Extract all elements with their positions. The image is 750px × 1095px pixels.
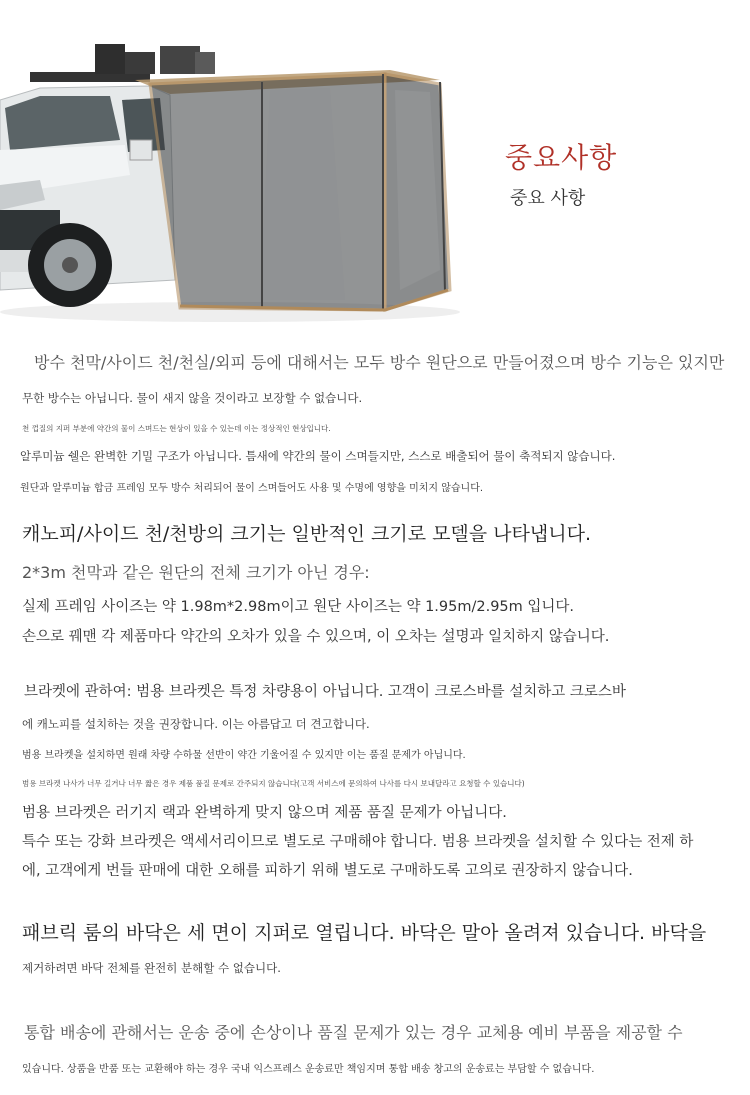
floor-line-2: 제거하려면 바닥 전체를 완전히 분해할 수 없습니다. (22, 961, 281, 975)
waterproof-line-2: 무한 방수는 아닙니다. 물이 새지 않을 것이라고 보장할 수 없습니다. (22, 391, 363, 405)
product-photo (0, 0, 470, 330)
bracket-line-1: 브라켓에 관하여: 범용 브라켓은 특정 차량용이 아닙니다. 고객이 크로스바를 설치하고 크로스바 (24, 684, 626, 700)
waterproof-line-3: 천 껍질의 지퍼 부분에 약간의 물이 스며드는 현상이 있을 수 있는데 이는 정상적인 현상입니다. (22, 424, 331, 433)
bracket-line-6: 특수 또는 강화 브라켓은 액세서리이므로 별도로 구매해야 합니다. 범용 브라켓을 설치할 수 있다는 전제 하 (22, 834, 694, 850)
size-heading: 캐노피/사이드 천/천방의 크기는 일반적인 크기로 모델을 나타냅니다. (22, 523, 591, 545)
floor-heading: 패브릭 룸의 바닥은 세 면이 지퍼로 열립니다. 바닥은 말아 올려져 있습니다. 바닥을 (22, 922, 707, 944)
header-subtitle: 중요 사항 (510, 188, 586, 209)
size-line-4: 손으로 꿰맨 각 제품마다 약간의 오차가 있을 수 있으며, 이 오차는 설명과 일치하지 않습니다. (22, 629, 610, 645)
bracket-line-7: 에, 고객에게 번들 판매에 대한 오해를 피하기 위해 별도로 구매하도록 고의로 권장하지 않습니다. (22, 863, 633, 879)
waterproof-line-4: 알루미늄 쉘은 완벽한 기밀 구조가 아닙니다. 틈새에 약간의 물이 스며들지만, 스스로 배출되어 물이 축적되지 않습니다. (20, 449, 616, 463)
size-line-3: 실제 프레임 사이즈는 약 1.98m*2.98m이고 원단 사이즈는 약 1.95m/2.95m 입니다. (22, 599, 575, 615)
bracket-line-3: 범용 브라켓을 설치하면 원래 차량 수하물 선반이 약간 기울어질 수 있지만 이는 품질 문제가 아닙니다. (22, 750, 466, 761)
shipping-line-2: 있습니다. 상품을 반품 또는 교환해야 하는 경우 국내 익스프레스 운송료만 책임지며 통합 배송 창고의 운송료는 부담할 수 없습니다. (22, 1064, 595, 1075)
waterproof-line-1: 방수 천막/사이드 천/천실/외피 등에 대해서는 모두 방수 원단으로 만들어졌으며 방수 기능은 있지만 (34, 353, 725, 372)
bracket-line-5: 범용 브라켓은 러기지 랙과 완벽하게 맞지 않으며 제품 품질 문제가 아닙니다. (22, 805, 507, 821)
bracket-line-4: 범용 브라켓 나사가 너무 길거나 너무 짧은 경우 제품 품질 문제로 간주되지 않습니다(고객 서비스에 문의하여 나사를 다시 보내달라고 요청할 수 있습니다) (22, 779, 525, 788)
bracket-line-2: 에 캐노피를 설치하는 것을 권장합니다. 이는 아름답고 더 견고합니다. (22, 717, 370, 731)
header-title: 중요사항 (505, 141, 618, 174)
size-line-2: 2*3m 천막과 같은 원단의 전체 크기가 아닌 경우: (22, 563, 370, 582)
waterproof-line-5: 원단과 알루미늄 합금 프레임 모두 방수 처리되어 물이 스며들어도 사용 및 수명에 영향을 미치지 않습니다. (20, 483, 484, 494)
shipping-line-1: 통합 배송에 관해서는 운송 중에 손상이나 품질 문제가 있는 경우 교체용 예비 부품을 제공할 수 (24, 1023, 683, 1042)
